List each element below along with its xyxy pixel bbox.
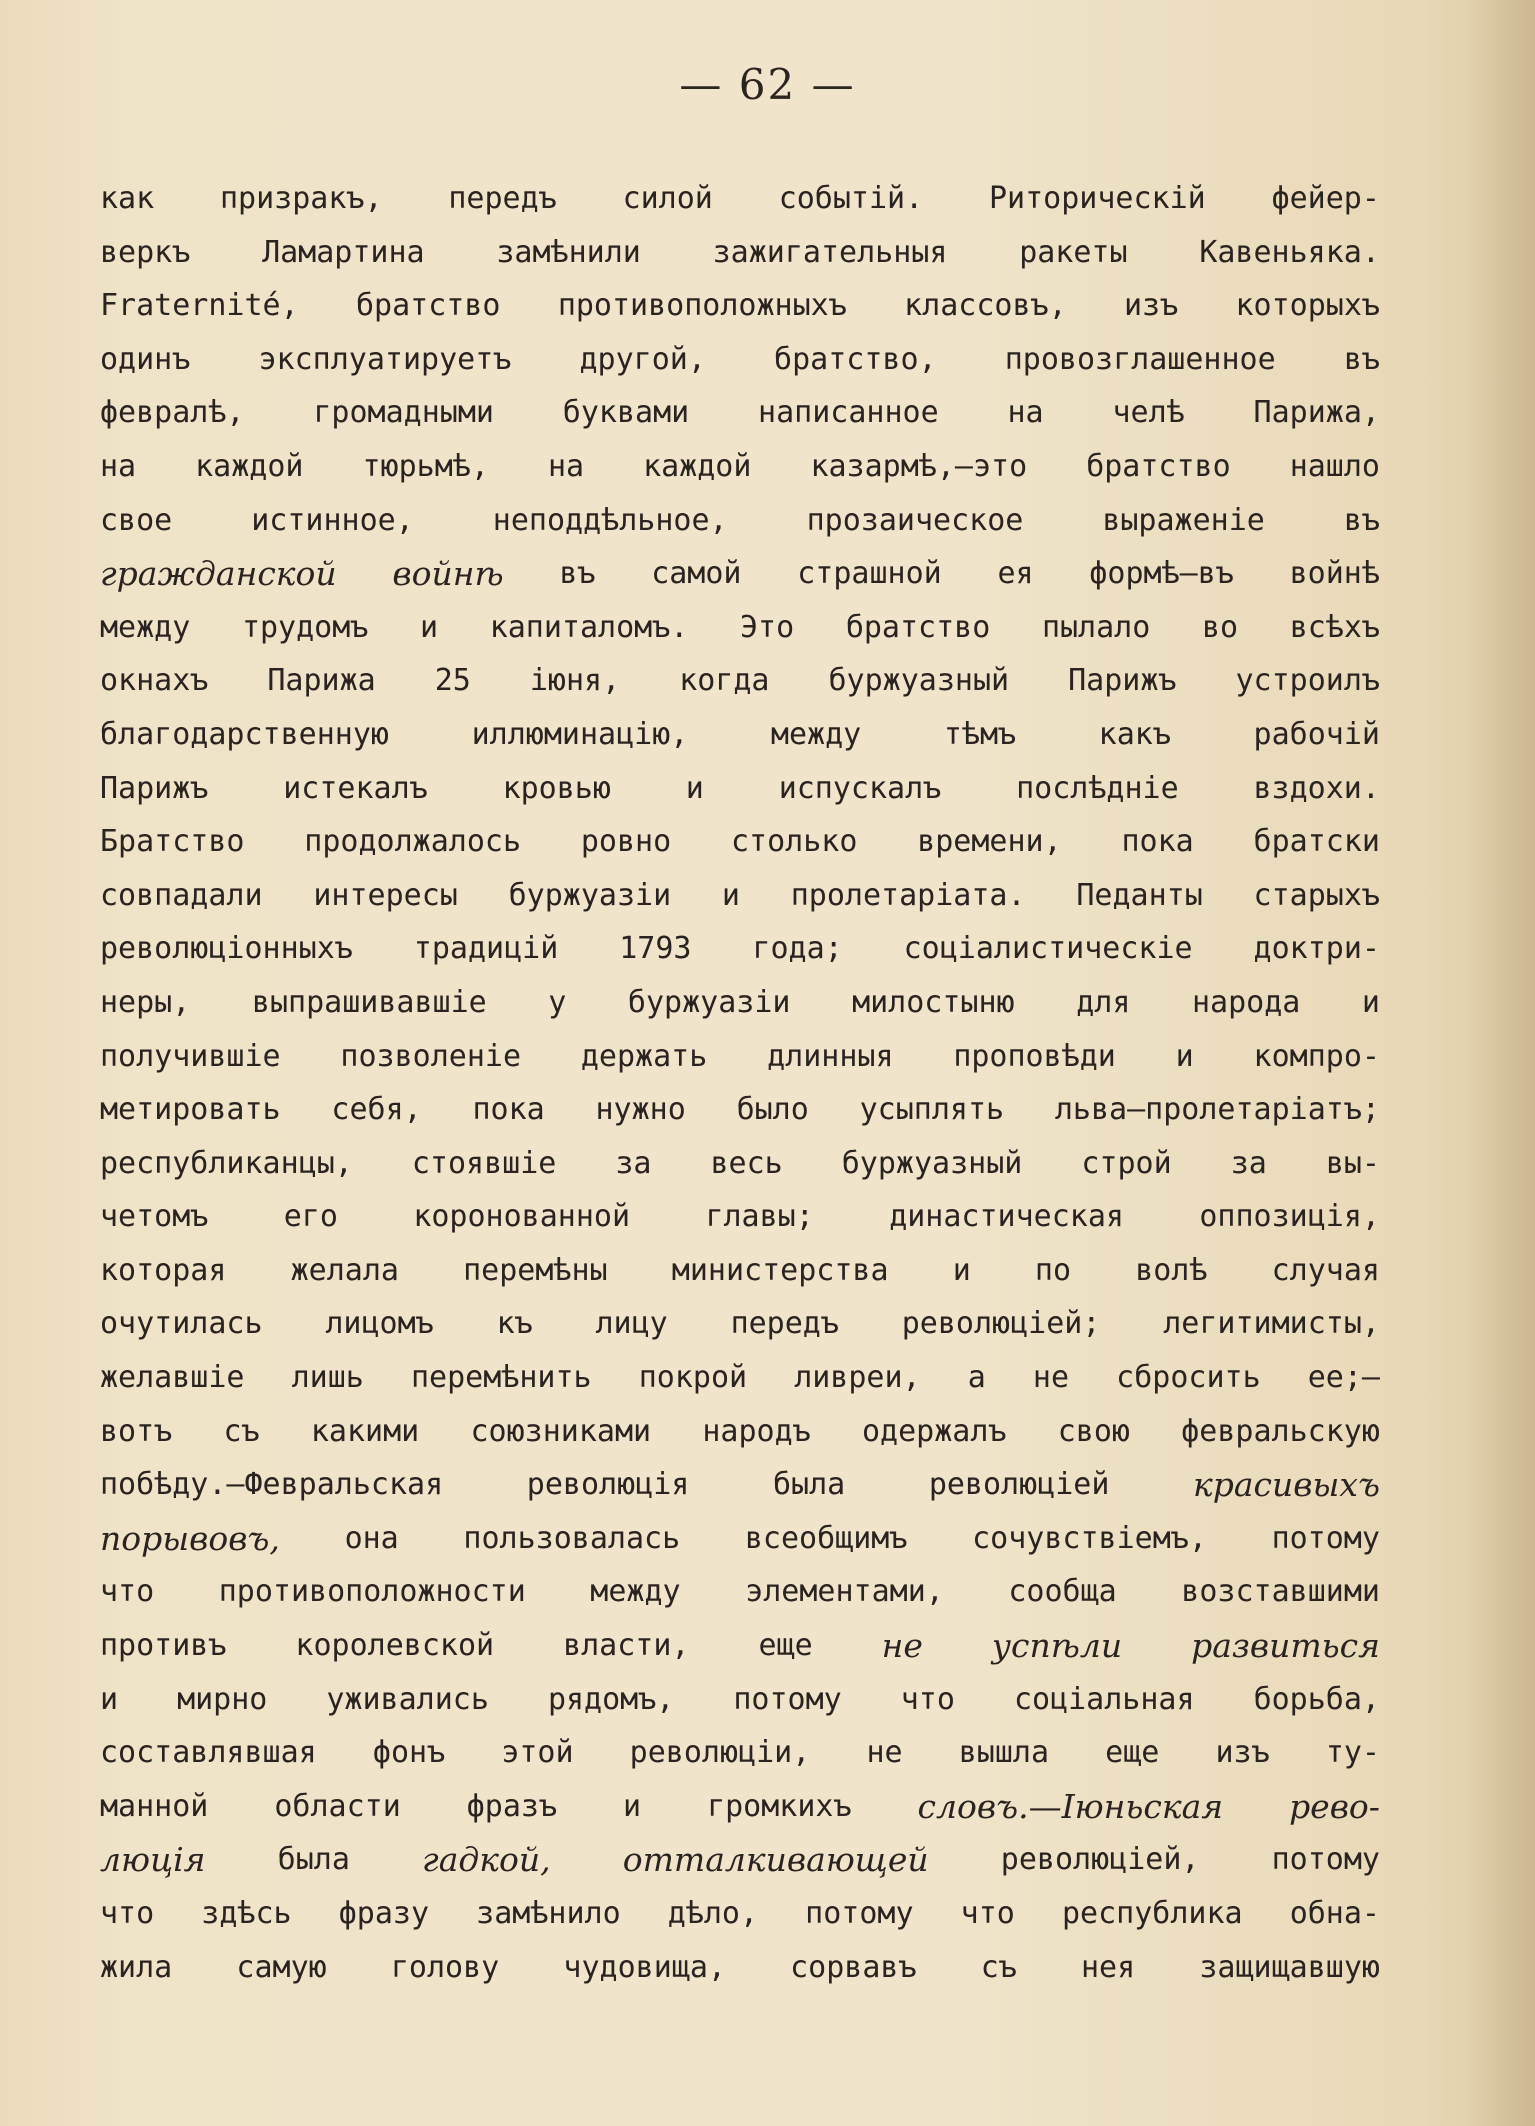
word: громкихъ xyxy=(707,1788,852,1824)
word: порывовъ, xyxy=(100,1518,280,1558)
word: революціи, xyxy=(629,1735,811,1771)
word: королевской xyxy=(295,1628,495,1664)
text-line xyxy=(100,708,1380,762)
word: прозаическое xyxy=(806,502,1024,538)
word: тѣмъ xyxy=(943,716,1017,752)
word: побѣду.—Февральская xyxy=(100,1467,444,1503)
word: пока xyxy=(472,1092,545,1128)
word: послѣдніе xyxy=(1016,770,1179,806)
word: написанное xyxy=(758,395,939,431)
word: народа xyxy=(1191,984,1301,1020)
word: соціалистическіе xyxy=(903,931,1193,967)
word: льва—пролетаріатъ; xyxy=(1054,1092,1380,1128)
text-line xyxy=(100,440,1380,494)
word: самой xyxy=(651,556,742,592)
word: перемѣны xyxy=(463,1252,608,1288)
word: замѣнили xyxy=(496,234,641,270)
text-line xyxy=(100,1512,1380,1566)
word: замѣнило xyxy=(476,1896,621,1931)
word: этой xyxy=(501,1735,574,1771)
word: себя, xyxy=(331,1092,422,1128)
word: случая xyxy=(1271,1252,1380,1288)
word: жила xyxy=(100,1949,173,1985)
word: элементами, xyxy=(745,1574,944,1610)
text-line xyxy=(100,1565,1380,1619)
word: республиканцы, xyxy=(100,1145,353,1181)
word: столько xyxy=(730,824,858,860)
word: иллюминацію, xyxy=(471,716,689,752)
word: революція xyxy=(526,1467,690,1503)
word: изъ xyxy=(1123,288,1179,324)
word: революціей xyxy=(928,1467,1110,1503)
text-line xyxy=(100,279,1380,333)
word: 25 xyxy=(434,663,471,699)
word: рядомъ, xyxy=(547,1681,675,1717)
word: оппозиція, xyxy=(1199,1199,1380,1235)
word: противоположности xyxy=(218,1574,526,1610)
text-line xyxy=(100,922,1380,976)
word: продолжалось xyxy=(304,824,522,860)
word: громадными xyxy=(313,395,494,431)
word: фразъ xyxy=(466,1788,558,1824)
text-line xyxy=(100,1619,1380,1673)
text-line xyxy=(100,601,1380,655)
word: как xyxy=(100,181,155,216)
word: ракеты xyxy=(1019,234,1128,270)
text-line xyxy=(100,1405,1380,1459)
word: истинное, xyxy=(251,502,414,538)
word: потому xyxy=(1271,1520,1380,1556)
word: одинъ xyxy=(100,341,191,377)
text-line xyxy=(100,386,1380,440)
word: братство xyxy=(845,609,991,645)
word: и xyxy=(623,1788,642,1824)
word: защищавшую xyxy=(1199,1949,1380,1985)
word: свою xyxy=(1057,1413,1130,1449)
word: въ xyxy=(1343,502,1380,538)
text-line xyxy=(100,1297,1380,1351)
word: формѣ—въ xyxy=(1089,556,1234,592)
word: рево- xyxy=(1289,1786,1380,1826)
word: Риторическій xyxy=(989,181,1206,216)
word: какими xyxy=(310,1413,420,1449)
word: братство xyxy=(1086,448,1231,484)
word: Парижа, xyxy=(1253,395,1380,431)
word: времени, xyxy=(917,824,1062,860)
word: и xyxy=(1175,1038,1194,1074)
word: министерства xyxy=(671,1252,889,1288)
word: на xyxy=(547,448,585,484)
word: что xyxy=(900,1681,955,1717)
word: между xyxy=(590,1574,681,1610)
text-line xyxy=(100,1244,1380,1298)
word: традицій xyxy=(413,931,559,967)
word: ливреи, xyxy=(794,1360,921,1396)
word: во xyxy=(1201,609,1239,645)
word: дѣло, xyxy=(667,1896,759,1931)
word: у xyxy=(548,984,567,1020)
word: выраженіе xyxy=(1102,502,1265,538)
word: между xyxy=(100,609,191,645)
word: желала xyxy=(290,1252,399,1288)
word: зажигательныя xyxy=(712,234,948,270)
word: буржуазный xyxy=(841,1145,1023,1181)
word: волѣ xyxy=(1135,1252,1208,1288)
word: длинныя xyxy=(767,1038,894,1074)
text-line xyxy=(100,976,1380,1030)
word: потому xyxy=(805,1896,914,1931)
word: милостыню xyxy=(852,984,1015,1020)
word: борьба, xyxy=(1253,1681,1380,1717)
word: Ламартина xyxy=(262,234,425,270)
word: проповѣди xyxy=(953,1038,1116,1074)
word: а xyxy=(967,1360,986,1396)
word: войнѣ xyxy=(1289,556,1380,592)
word: противоположныхъ xyxy=(557,288,847,324)
text-line xyxy=(100,1030,1380,1084)
word: нужно xyxy=(595,1092,686,1128)
word: доктри- xyxy=(1253,931,1380,967)
word: которыхъ xyxy=(1235,288,1380,324)
text-line xyxy=(100,494,1380,548)
word: компро- xyxy=(1253,1038,1380,1074)
word: братство, xyxy=(774,341,937,377)
word: когда xyxy=(679,663,770,699)
word: 1793 xyxy=(619,931,692,967)
word: неподдѣльное, xyxy=(492,502,728,538)
word: войнѣ xyxy=(392,554,504,594)
word: и xyxy=(420,609,439,645)
word: и xyxy=(685,770,704,806)
text-line xyxy=(100,869,1380,923)
word: кровью xyxy=(502,770,611,806)
word: ровно xyxy=(580,824,672,860)
word: она xyxy=(344,1520,399,1556)
word: очутилась xyxy=(100,1306,263,1342)
word: люція xyxy=(100,1840,206,1880)
word: съ xyxy=(980,1949,1017,1985)
text-line xyxy=(100,547,1380,601)
word: еще xyxy=(758,1628,813,1664)
word: самую xyxy=(236,1949,327,1985)
word: фейер- xyxy=(1271,181,1380,216)
word: ту- xyxy=(1325,1735,1380,1771)
word: была xyxy=(772,1467,846,1503)
word: стоявшіе xyxy=(411,1145,557,1181)
word: его xyxy=(283,1199,338,1235)
word: нашло xyxy=(1289,448,1380,484)
word: капиталомъ. xyxy=(489,609,689,645)
text-line xyxy=(100,333,1380,387)
word: пролетаріата. xyxy=(790,877,1026,913)
word: строй xyxy=(1081,1145,1172,1181)
text-line xyxy=(100,1941,1380,1995)
word: іюня, xyxy=(529,663,621,699)
word: буржуазіи xyxy=(508,877,672,913)
word: гражданской xyxy=(100,554,337,594)
word: февралѣ, xyxy=(100,395,245,431)
word: Это xyxy=(740,609,795,645)
word: желавшіе xyxy=(100,1360,245,1396)
word: революціей, xyxy=(1000,1842,1200,1878)
word: сообща xyxy=(1008,1574,1117,1610)
word: тюрьмѣ, xyxy=(362,448,489,484)
word: весь xyxy=(710,1145,783,1181)
word: и xyxy=(952,1252,971,1288)
word: обна- xyxy=(1289,1896,1380,1931)
word: потому xyxy=(1271,1842,1380,1878)
word: что xyxy=(960,1896,1015,1931)
word: какъ xyxy=(1098,716,1171,752)
word: одержалъ xyxy=(862,1413,1007,1449)
word: усыплять xyxy=(859,1092,1005,1128)
word: интересы xyxy=(313,877,458,913)
word: изъ xyxy=(1215,1735,1270,1771)
word: четомъ xyxy=(100,1199,209,1235)
word: возставшими xyxy=(1181,1574,1380,1610)
word: успѣли xyxy=(991,1626,1123,1666)
text-line xyxy=(100,815,1380,869)
word: пользовалась xyxy=(463,1520,681,1556)
word: метировать xyxy=(100,1092,281,1128)
word: развиться xyxy=(1191,1626,1380,1666)
text-line xyxy=(100,1726,1380,1780)
word: веркъ xyxy=(100,234,191,270)
text-line xyxy=(100,1833,1380,1887)
word: въ xyxy=(1343,341,1380,377)
word: легитимисты, xyxy=(1163,1306,1380,1342)
word: чудовища, xyxy=(563,1949,726,1985)
word: буржуазный xyxy=(828,663,1010,699)
word: коронованной xyxy=(413,1199,631,1235)
word: республика xyxy=(1061,1896,1243,1931)
text-line xyxy=(100,1887,1380,1941)
text-line xyxy=(100,172,1380,226)
word: что xyxy=(100,1574,155,1610)
word: держать xyxy=(580,1038,708,1074)
word: буквами xyxy=(562,395,690,431)
word: всеобщимъ xyxy=(744,1520,908,1556)
word: для xyxy=(1076,984,1131,1020)
word: передъ xyxy=(448,181,557,216)
word: Парижъ xyxy=(100,770,209,806)
word: лицу xyxy=(595,1306,668,1342)
word: не xyxy=(1032,1360,1070,1396)
word: окнахъ xyxy=(100,663,209,699)
word: Парижъ xyxy=(1068,663,1177,699)
word: уживались xyxy=(326,1681,489,1717)
word: соціальная xyxy=(1013,1681,1195,1717)
word: всѣхъ xyxy=(1289,609,1380,645)
word: фонъ xyxy=(372,1735,446,1771)
word: мирно xyxy=(177,1681,268,1717)
word: что xyxy=(100,1896,155,1931)
word: и xyxy=(100,1681,119,1717)
word: не xyxy=(866,1735,903,1771)
word: вотъ xyxy=(100,1413,173,1449)
word: совпадали xyxy=(100,877,263,913)
word: потому xyxy=(733,1681,842,1717)
word: истекалъ xyxy=(283,770,428,806)
text-line xyxy=(100,1780,1380,1834)
text-line xyxy=(100,1458,1380,1512)
word: народъ xyxy=(702,1413,811,1449)
word: словъ.—Іюньская xyxy=(917,1786,1224,1826)
word: здѣсь xyxy=(201,1896,292,1931)
word: ея xyxy=(997,556,1034,592)
word: вздохи. xyxy=(1253,770,1380,806)
word: устроилъ xyxy=(1235,663,1380,699)
word: каждой xyxy=(195,448,304,484)
word: свое xyxy=(100,502,173,538)
word: на xyxy=(100,448,137,484)
word: области xyxy=(274,1788,401,1824)
word: Братство xyxy=(100,824,245,860)
text-line xyxy=(100,1190,1380,1244)
word: манной xyxy=(100,1788,209,1824)
word: ее;— xyxy=(1307,1360,1380,1396)
word: испускалъ xyxy=(778,770,942,806)
word: казармѣ,—это xyxy=(810,448,1028,484)
text-line xyxy=(100,1137,1380,1191)
body-text xyxy=(100,172,1380,1994)
word: къ xyxy=(496,1306,533,1342)
word: по xyxy=(1034,1252,1072,1288)
word: братство xyxy=(356,288,501,324)
word: страшной xyxy=(797,556,942,592)
word: противъ xyxy=(100,1628,227,1664)
word: старыхъ xyxy=(1253,877,1380,913)
word: составлявшая xyxy=(100,1735,317,1771)
page-number: — 62 — xyxy=(679,60,856,109)
word: вышла xyxy=(958,1735,1050,1771)
word: каждой xyxy=(643,448,752,484)
word: которая xyxy=(100,1252,227,1288)
word: за xyxy=(1230,1145,1267,1181)
text-line xyxy=(100,1083,1380,1137)
word: трудомъ xyxy=(241,609,369,645)
word: сорвавъ xyxy=(790,1949,917,1985)
word: въ xyxy=(559,556,596,592)
word: революціонныхъ xyxy=(100,931,353,967)
word: гадкой, xyxy=(422,1840,551,1880)
word: челѣ xyxy=(1112,395,1185,431)
word: Парижа xyxy=(267,663,376,699)
text-line xyxy=(100,1351,1380,1405)
word: покрой xyxy=(638,1360,748,1396)
word: нея xyxy=(1081,1949,1136,1985)
word: отталкивающей xyxy=(622,1840,929,1880)
word: февральскую xyxy=(1181,1413,1380,1449)
word: на xyxy=(1007,395,1044,431)
word: и xyxy=(1361,984,1380,1020)
word: выпрашивавшіе xyxy=(251,984,487,1020)
word: сбросить xyxy=(1116,1360,1261,1396)
word: года; xyxy=(752,931,843,967)
word: за xyxy=(615,1145,652,1181)
word: передъ xyxy=(730,1306,839,1342)
word: съ xyxy=(223,1413,260,1449)
word: Fraternité, xyxy=(100,288,299,324)
word: Педанты xyxy=(1076,877,1203,913)
word: была xyxy=(277,1842,350,1878)
word: неры, xyxy=(100,984,191,1020)
text-line xyxy=(100,226,1380,280)
word: рабочій xyxy=(1253,716,1380,752)
word: лицомъ xyxy=(325,1306,434,1342)
word: пылало xyxy=(1041,609,1151,645)
word: классовъ, xyxy=(904,288,1067,324)
word: красивыхъ xyxy=(1193,1465,1380,1505)
word: власти, xyxy=(563,1628,690,1664)
word: лишь xyxy=(291,1360,364,1396)
word: Кавеньяка. xyxy=(1199,234,1380,270)
word: получившіе xyxy=(100,1038,281,1074)
word: другой, xyxy=(579,341,706,377)
word: не xyxy=(881,1626,923,1666)
word: голову xyxy=(390,1949,500,1985)
spine-shadow xyxy=(1465,0,1535,2126)
word: провозглашенное xyxy=(1004,341,1276,377)
word: позволеніе xyxy=(340,1038,522,1074)
word: еще xyxy=(1105,1735,1160,1771)
word: братски xyxy=(1253,824,1380,860)
word: между xyxy=(770,716,862,752)
word: было xyxy=(736,1092,809,1128)
word: буржуазіи xyxy=(627,984,791,1020)
word: главы; xyxy=(705,1199,814,1235)
text-line xyxy=(100,1673,1380,1727)
word: союзниками xyxy=(470,1413,652,1449)
word: и xyxy=(721,877,740,913)
word: силой xyxy=(622,181,713,216)
word: революціей; xyxy=(901,1306,1101,1342)
word: династическая xyxy=(889,1199,1124,1235)
word: эксплуатируетъ xyxy=(258,341,512,377)
word: благодарственную xyxy=(100,716,389,752)
word: событій. xyxy=(778,181,924,216)
word: призракъ, xyxy=(220,181,383,216)
text-line xyxy=(100,654,1380,708)
word: перемѣнить xyxy=(410,1360,592,1396)
text-line xyxy=(100,762,1380,816)
word: вы- xyxy=(1325,1145,1380,1181)
word: сочувствіемъ, xyxy=(972,1520,1207,1556)
word: пока xyxy=(1121,824,1194,860)
word: фразу xyxy=(338,1896,430,1931)
